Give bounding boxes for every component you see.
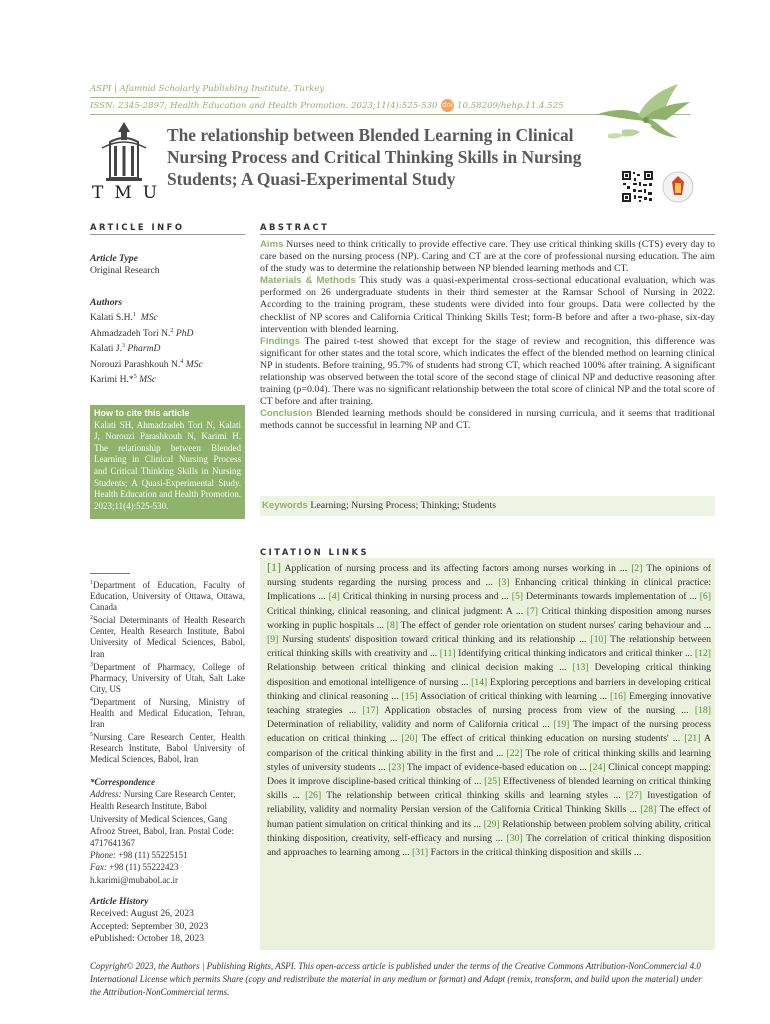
citation-link-text[interactable]: Critical thinking, clinical reasoning, and clinical judgment: A ... <box>267 605 527 617</box>
citation-link-text[interactable]: A comparison of the critical thinking ability in the first and ... <box>267 733 712 759</box>
seal-icon <box>662 171 694 203</box>
abstract-body <box>260 239 715 433</box>
citation-link-text[interactable]: Exploring perceptions and barriers in developing critical thinking and clinical reasoning ... <box>267 676 711 702</box>
author-item: Kalati S.H.$^1$ MSc <box>90 312 158 324</box>
correspondence-block <box>90 776 245 886</box>
citation-link-text[interactable]: Determinants towards implementation of ... <box>523 591 700 603</box>
correspondence-label: *Correspondence <box>90 777 155 787</box>
citation-link-item[interactable] <box>401 733 684 744</box>
how-to-cite-text: Kalati SH, Ahmadzadeh Tori N, Kalati J, Norouzi Parashkouh N, Karimi H. The relationship between Blended Learning in Clinical Nursing Process and Critical Thinking Skills in Nursing Students; A Quasi-Experimental Study. Health Education and Health Promotion. 2023;11(4):525-530. <box>94 419 241 511</box>
citation-link-item[interactable] <box>267 560 632 574</box>
journal-line: ISSN: 2345-2897; Health Education and Health Promotion. 2023;11(4):525-530 <box>90 101 438 111</box>
citation-link-number[interactable]: [8] <box>386 619 399 631</box>
keywords-text: Learning; Nursing Process; Thinking; Students <box>310 500 497 511</box>
copyright-footer: Copyright© 2023, the Authors | Publishing Rights, ASPI. This open-access article is published under the terms of the Creative Commons Attribution-NonCommercial 4.0 International License which permits Share (copy and redistribute the material in any medium or format) and Adapt (remix, transform, and build upon the material) under the Attribution-NonCommercial terms. <box>90 961 702 997</box>
citation-link-number[interactable]: [22] <box>506 747 523 759</box>
affiliations-block <box>90 578 245 766</box>
affiliation-item: $^2$Social Determinants of Health Research Center, Health Research Institute, Babol University of Medical Sciences, Babol, Iran <box>90 615 245 659</box>
citation-link-item[interactable] <box>305 790 626 801</box>
citation-link-number[interactable]: [16] <box>610 690 627 702</box>
citation-link-number[interactable]: [23] <box>388 761 405 773</box>
article-title: The relationship between Blended Learning in Clinical Nursing Process and Critical Thinking Skills in Nursing Students; A Quasi-Experimental Study <box>167 125 582 189</box>
citation-link-text[interactable]: Association of critical thinking with learning ... <box>417 690 611 702</box>
authors-label: Authors <box>90 297 122 308</box>
affiliation-item: $^3$Department of Pharmacy, College of Pharmacy, University of Utah, Salt Lake City, US <box>90 661 245 694</box>
citation-link-number[interactable]: [13] <box>572 662 589 674</box>
citation-link-text[interactable]: Application of nursing process and its affecting factors among nurses working in ... <box>281 563 632 574</box>
citation-link-number[interactable]: [7] <box>526 605 539 617</box>
citation-link-text[interactable]: Relationship between problem solving ability, critical thinking disposition, creativity, self-efficacy and nursing ... <box>267 818 711 844</box>
citation-link-number[interactable]: [3] <box>498 577 510 589</box>
affiliation-item: $^5$Nursing Care Research Center, Health Research Institute, Babol University of Medical Sciences, Babol, Iran <box>90 732 245 765</box>
citation-link-text[interactable]: Identifying critical thinking indicators and critical thinker ... <box>455 648 695 660</box>
citation-link-number[interactable]: [29] <box>483 818 500 830</box>
citation-link-text[interactable]: Determination of reliability, validity and norm of California critical ... <box>267 719 554 731</box>
citation-link-number[interactable]: [24] <box>589 761 606 773</box>
abstract-heading: ABSTRACT <box>260 222 330 232</box>
citation-link-number[interactable]: [2] <box>631 563 643 574</box>
citation-link-number[interactable]: [21] <box>684 733 701 745</box>
keywords-box <box>260 496 715 516</box>
citation-link-item[interactable] <box>388 762 589 773</box>
citation-link-text[interactable]: The impact of evidence-based education on ... <box>404 761 590 773</box>
abstract-methods: Materials & Methods This study was a quasi-experimental cross-sectional educational evaluation, which was performed on 26 undergraduate students in their third semester at the Ramsar School of Nursing in 2022. According to the training program, these students were divided into four groups. Data were collected by the checklist of NP scores and California Critical Thinking Skills Test; form-B before and after a two-phase, six-day intervention with blended learning. <box>260 275 716 335</box>
article-info-rule <box>90 234 245 235</box>
citation-link-item[interactable] <box>329 591 512 602</box>
citation-link-text[interactable]: The relationship between critical thinking skills with creativity and ... <box>267 634 711 660</box>
correspondence-phone: Phone: +98 (11) 55225151 <box>90 850 188 861</box>
citation-link-number[interactable]: [26] <box>305 790 322 802</box>
citation-link-number[interactable]: [10] <box>590 634 607 646</box>
affiliation-item: $^4$Department of Nursing, Ministry of Health and Medical Education, Tehran, Iran <box>90 696 245 730</box>
citation-link-number[interactable]: [31] <box>412 847 429 859</box>
received-date: Received: August 26, 2023 <box>90 908 194 920</box>
correspondence-fax: Fax: +98 (11) 55222423 <box>90 862 179 873</box>
citation-link-item[interactable] <box>402 691 611 702</box>
citation-link-text[interactable]: Investigation of reliability, validity and normality Persian version of the California Critical Thinking Skills ... <box>267 790 711 816</box>
how-to-cite-title: How to cite this article <box>94 408 190 418</box>
citation-link-text[interactable]: The effect of human patient simulation on critical thinking and its ... <box>267 804 711 830</box>
citation-link-number[interactable]: [19] <box>553 719 570 731</box>
citation-link-number[interactable]: [17] <box>362 705 379 717</box>
abstract-conclusion: Conclusion Blended learning methods should be considered in nursing curricula, and it seems that traditional methods cannot be successful in learning NP and CT. <box>260 408 716 432</box>
citation-link-text[interactable]: Effectiveness of blended learning on critical thinking skills ... <box>267 776 711 802</box>
citation-link-number[interactable]: [25] <box>484 776 501 788</box>
citation-link-item[interactable] <box>363 705 695 716</box>
citation-link-number[interactable]: [5] <box>511 591 524 603</box>
citation-link-number[interactable]: [30] <box>506 832 523 844</box>
citation-link-item[interactable] <box>440 648 695 659</box>
authors-block <box>90 297 245 387</box>
citation-link-number[interactable]: [14] <box>471 676 488 688</box>
citation-link-text[interactable]: Application obstacles of nursing process from view of the nursing ... <box>378 705 695 717</box>
affiliations-rule <box>90 573 130 574</box>
correspondence-address: Address: Nursing Care Research Center, Health Research Institute, Babol University of Medical Sciences, Gang Afrooz Street, Babol, Iran. Postal Code: 4717641367 <box>90 789 236 849</box>
keywords-label: Keywords <box>262 500 308 511</box>
abstract-aims: Aims Nurses need to think critically to provide effective care. They use critical thinking skills (CTS) every day to care based on the nursing process (NP). Caring and CT are at the core of professional nursing education. The aim of the study was to determine the relationship between NP blended learning methods and CT. <box>260 239 716 275</box>
citation-link-item[interactable] <box>412 847 641 858</box>
citation-link-item[interactable] <box>267 634 590 645</box>
citation-link-text[interactable]: The effect of critical thinking education on nursing students' ... <box>417 733 685 745</box>
citation-link-item[interactable] <box>512 591 700 602</box>
article-info-heading: ARTICLE INFO <box>90 222 185 232</box>
citation-link-number[interactable]: [4] <box>328 591 340 603</box>
citation-link-item[interactable] <box>387 620 711 631</box>
doi-link[interactable]: 10.58209/hehp.11.4.525 <box>457 101 564 111</box>
citation-link-number[interactable]: [12] <box>694 648 711 660</box>
citation-link-number[interactable]: [11] <box>439 648 456 660</box>
abstract-findings: Findings The paired t-test showed that except for the stage of review and recognition, this difference was significant for other states and the total score, which indicates the effect of the blended method on learning clinical NP in students. Before training, 95.7% of students had strong CT, which reached 100% after training. A significant relationship was observed between the total score of the second stage of clinical NP and deductive reasoning after training (p=0.04). There was no significant relationship between the total score of clinical NP and the total score of CT before and after training. <box>260 335 715 408</box>
citation-link-number[interactable]: [15] <box>401 690 418 702</box>
author-item: Ahmadzadeh Tori N.$^2$ PhD <box>90 327 194 339</box>
how-to-cite-box <box>90 405 245 519</box>
article-history-label: Article History <box>90 896 149 907</box>
abstract-rule <box>260 234 715 235</box>
citation-link-text[interactable]: Clinical concept mapping: Does it improve discipline-based critical thinking of ... <box>267 761 712 788</box>
author-item: Karimi H.*$^5$ MSc <box>90 374 157 386</box>
citation-link-number[interactable]: [6] <box>699 591 711 603</box>
citation-link-text[interactable]: The relationship between critical thinking skills and learning styles ... <box>321 790 626 802</box>
citation-links-heading: CITATION LINKS <box>260 547 370 557</box>
author-item: Kalati J.$^3$ PharmD <box>90 343 161 355</box>
author-item: Norouzi Parashkouh N.$^4$ MSc <box>90 358 203 370</box>
citation-link-text[interactable]: The opinions of nursing students regarding the nursing process and ... <box>267 563 712 589</box>
citation-link-text[interactable]: The role of critical thinking skills and learning styles of university students ... <box>267 747 711 773</box>
accepted-date: Accepted: September 30, 2023 <box>90 920 209 932</box>
citation-links-box <box>260 558 715 950</box>
doi-icon: doi <box>441 99 454 112</box>
tmu-logo-text: TMU <box>92 183 169 203</box>
published-date: ePublished: October 18, 2023 <box>90 932 205 944</box>
citation-link-text[interactable]: Nursing students' disposition toward critical thinking and its relationship ... <box>278 634 591 646</box>
publisher-line: ASPI | Afamnid Scholarly Publishing Institute, Turkey <box>90 84 325 94</box>
citation-link-text[interactable]: Developing critical thinking disposition and emotional intelligence of nursing ... <box>267 662 711 688</box>
citation-link-text[interactable]: Critical thinking in nursing process and ... <box>339 591 512 603</box>
citation-link-number[interactable]: [1] <box>267 560 281 574</box>
citation-link-text[interactable]: Factors in the critical thinking disposition and skills ... <box>428 847 642 859</box>
citation-link-number[interactable]: [18] <box>694 705 711 717</box>
citation-link-text[interactable]: Emerging innovative teaching strategies ... <box>267 690 711 717</box>
header-rule-short <box>90 97 260 98</box>
citation-link-number[interactable]: [9] <box>267 634 279 646</box>
affiliation-item: $^1$Department of Education, Faculty of Education, University of Ottawa, Ottawa, Canada <box>90 580 245 613</box>
citation-link-number[interactable]: [20] <box>401 733 418 745</box>
article-type-block <box>90 253 245 278</box>
citation-link-text[interactable]: The impact of the nursing process education on critical thinking ... <box>267 719 711 745</box>
citation-link-text[interactable]: Critical thinking disposition among nurses working in puplic hospitals ... <box>267 605 711 631</box>
citation-link-text[interactable]: The correlation of critical thinking disposition and approaches to learning among ... <box>267 832 712 859</box>
citation-link-number[interactable]: [28] <box>640 804 657 816</box>
correspondence-email[interactable]: h.karimi@mubabol.ac.ir <box>90 874 179 885</box>
article-type-value: Original Research <box>90 265 160 277</box>
article-type-label: Article Type <box>90 253 138 264</box>
article-history-block <box>90 896 245 945</box>
citation-link-text[interactable]: Enhancing critical thinking in clinical practice: Implications ... <box>267 577 712 603</box>
citation-link-number[interactable]: [27] <box>625 790 642 802</box>
citation-link-text[interactable]: The effect of gender role orientation on student nurses' caring behaviour and ... <box>398 619 711 631</box>
citation-link-text[interactable]: Relationship between critical thinking and clinical decision making ... <box>267 662 573 674</box>
qr-code-icon <box>621 170 654 203</box>
